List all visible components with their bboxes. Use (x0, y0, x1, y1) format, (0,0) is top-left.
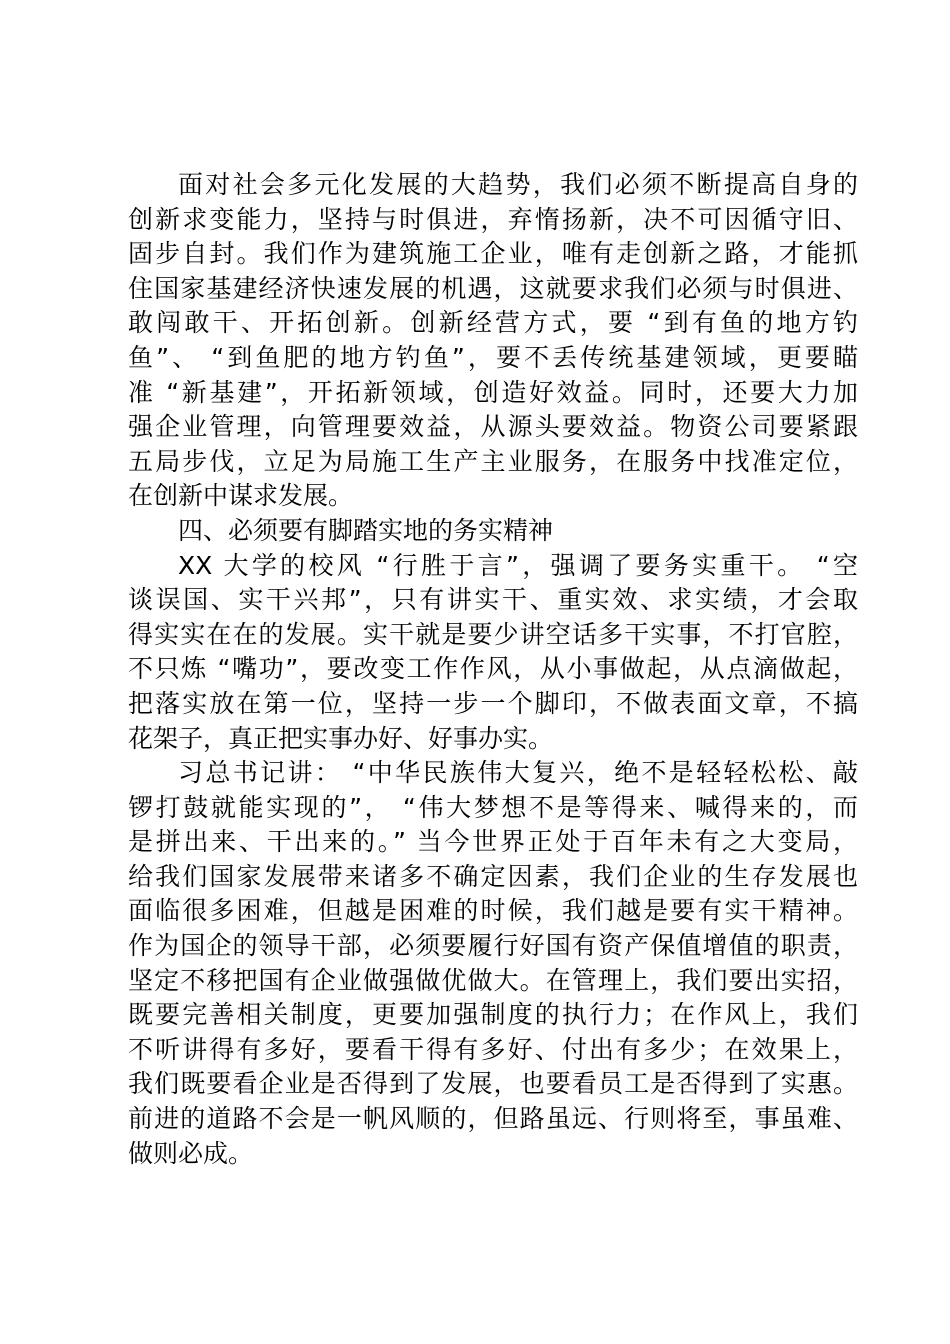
text-line: 谈误国、实干兴邦”，只有讲实干、重实效、求实绩，才会取 (128, 585, 858, 615)
paragraph (128, 168, 858, 514)
text-line: 面临很多困难，但越是困难的时候，我们越是要有实干精神。 (128, 896, 858, 926)
text-line: 坚定不移把国有企业做强做优做大。在管理上，我们要出实招， (128, 965, 858, 995)
text-line: 面对社会多元化发展的大趋势，我们必须不断提高自身的 (178, 170, 858, 199)
text-line: 敢闯敢干、开拓创新。创新经营方式，要 “到有鱼的地方钓 (128, 308, 858, 338)
text-line: 锣打鼓就能实现的”， “伟大梦想不是等得来、喊得来的，而 (128, 792, 858, 822)
text-line: 花架子，真正把实事办好、好事办实。 (128, 723, 554, 753)
text-line: 作为国企的领导干部，必须要履行好国有资产保值增值的职责， (128, 931, 858, 961)
text-line: 是拼出来、干出来的。” 当今世界正处于百年未有之大变局， (128, 827, 858, 857)
text-line: 固步自封。我们作为建筑施工企业，唯有走创新之路，才能抓 (128, 239, 858, 269)
text-line: 住国家基建经济快速发展的机遇，这就要求我们必须与时俱进、 (128, 273, 858, 303)
paragraph (128, 549, 858, 757)
text-line: XX 大学的校风 “行胜于言”，强调了要务实重干。 “空 (178, 550, 858, 580)
text-line: 得实实在在的发展。实干就是要少讲空话多干实事，不打官腔， (128, 619, 858, 649)
text-line: 做则必成。 (128, 1138, 254, 1168)
section-heading (128, 514, 858, 549)
text-line: 习总书记讲： “中华民族伟大复兴，绝不是轻轻松松、敲 (178, 758, 858, 788)
text-line: 我们既要看企业是否得到了发展，也要看员工是否得到了实惠。 (128, 1069, 858, 1099)
text-line: 准 “新基建”，开拓新领域，创造好效益。同时，还要大力加 (128, 377, 858, 407)
text-line: 不只炼 “嘴功”，要改变工作作风，从小事做起，从点滴做起， (128, 654, 858, 684)
text-line: 不听讲得有多好，要看干得有多好、付出有多少；在效果上， (128, 1034, 858, 1064)
text-line: 把落实放在第一位，坚持一步一个脚印，不做表面文章，不搞 (128, 688, 858, 718)
text-line: 给我们国家发展带来诸多不确定因素，我们企业的生存发展也 (128, 861, 858, 891)
text-line: 五局步伐，立足为局施工生产主业服务，在服务中找准定位， (128, 446, 858, 476)
text-line: 既要完善相关制度，更要加强制度的执行力；在作风上，我们 (128, 1000, 858, 1030)
text-line: 四、必须要有脚踏实地的务实精神 (178, 515, 554, 545)
text-line: 创新求变能力，坚持与时俱进，弃惰扬新，决不可因循守旧、 (128, 204, 858, 234)
document-body (128, 168, 858, 1171)
paragraph (128, 756, 858, 1171)
text-line: 在创新中谋求发展。 (128, 481, 354, 511)
text-line: 鱼”、 “到鱼肥的地方钓鱼”，要不丢传统基建领域，更要瞄 (128, 342, 858, 372)
text-line: 强企业管理，向管理要效益，从源头要效益。物资公司要紧跟 (128, 412, 858, 442)
text-line: 前进的道路不会是一帆风顺的，但路虽远、行则将至，事虽难、 (128, 1104, 858, 1134)
